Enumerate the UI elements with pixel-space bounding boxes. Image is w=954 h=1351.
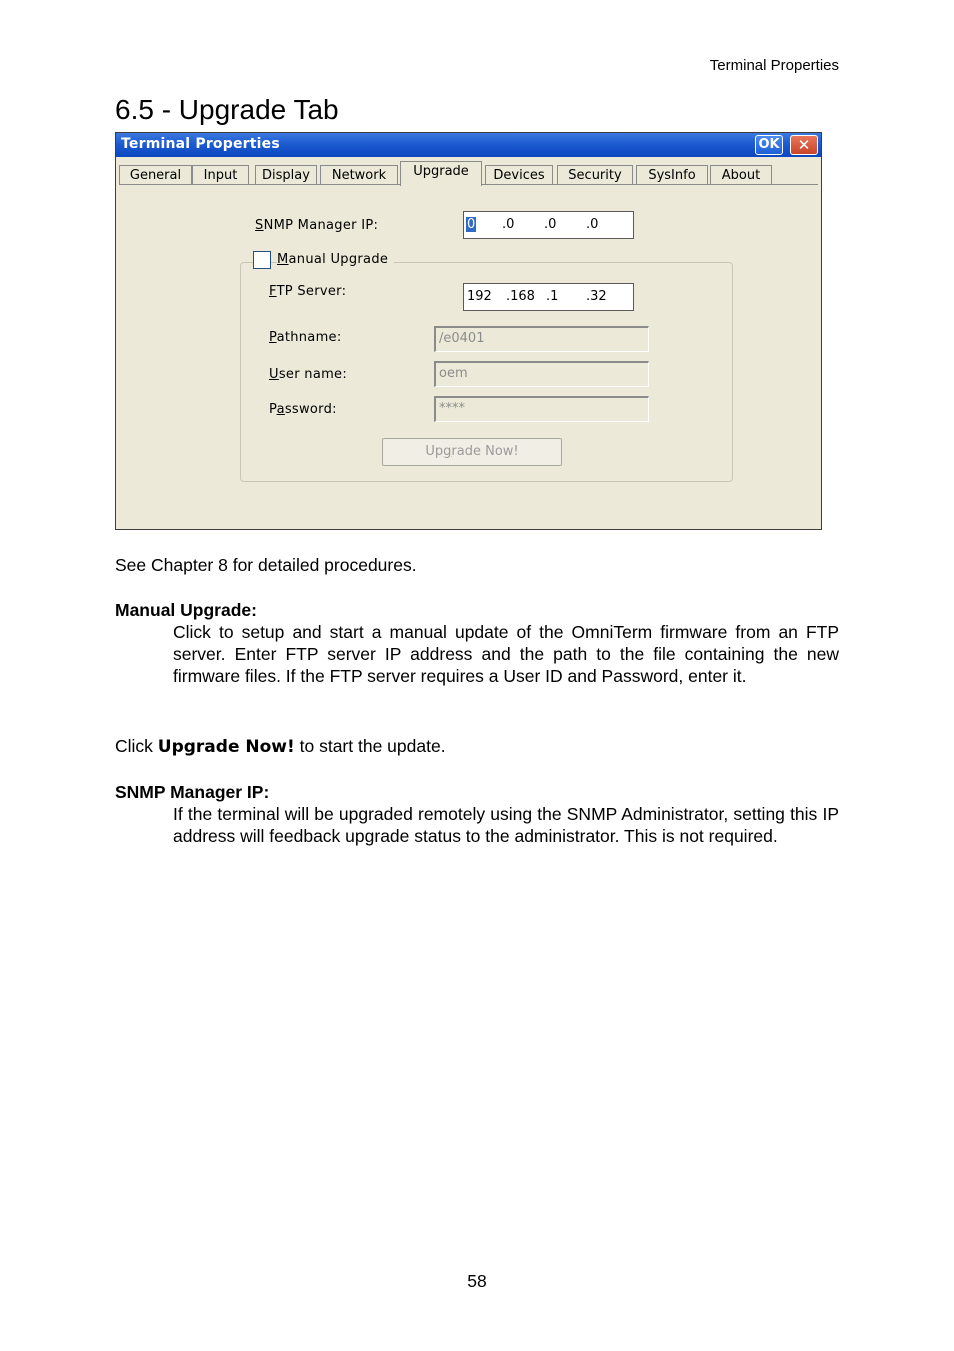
ip-octet[interactable]: .1 [546,289,559,304]
page-number: 58 [467,1271,487,1291]
tab-network[interactable]: Network [320,165,398,185]
tab-input[interactable]: Input [192,165,249,185]
password-field[interactable]: **** [434,396,649,422]
section-title: 6.5 - Upgrade Tab [115,94,339,125]
ip-octet[interactable]: 192 [467,289,492,304]
snmp-heading: SNMP Manager IP: [115,782,270,802]
tab-display[interactable]: Display [255,165,317,185]
ip-octet[interactable]: 0 [467,217,476,232]
ftp-server-input[interactable] [463,283,634,311]
running-header: Terminal Properties [709,57,839,74]
tab-about[interactable]: About [710,165,772,185]
user-name-label: User name: [269,367,348,382]
close-button[interactable] [790,135,818,155]
pathname-field[interactable]: /e0401 [434,326,649,352]
intro-text: See Chapter 8 for detailed procedures. [115,555,417,575]
ftp-server-label: FTP Server: [269,284,347,299]
tab-sysinfo[interactable]: SysInfo [636,165,708,185]
ok-button[interactable]: OK [755,135,783,155]
close-icon: ✕ [797,136,811,154]
terminal-properties-dialog [115,132,822,530]
ip-octet[interactable]: .0 [586,217,599,232]
ip-octet[interactable]: .0 [544,217,557,232]
tab-upgrade[interactable]: Upgrade [400,161,482,186]
snmp-manager-ip-label: SNMP Manager IP: [255,218,379,233]
tab-devices[interactable]: Devices [485,165,553,185]
upgrade-now-button[interactable]: Upgrade Now! [382,438,562,466]
ip-octet[interactable]: .32 [586,289,607,304]
tab-general[interactable]: General [119,165,192,185]
manual-upgrade-checkbox[interactable] [253,251,271,269]
tab-security[interactable]: Security [557,165,633,185]
manual-upgrade-label[interactable]: Manual Upgrade [277,252,394,267]
user-name-field[interactable]: oem [434,361,649,387]
manual-upgrade-text: Click to setup and start a manual update of the OmniTerm firmware from an FTP server. Enter FTP server IP address and the path to the file containing the new firmware files. If the FTP server requires a User ID and Password, enter it. [173,622,839,686]
dialog-titlebar [116,133,821,157]
snmp-manager-ip-input[interactable] [463,211,634,239]
pathname-label: Pathname: [269,330,342,345]
dialog-title: Terminal Properties [121,136,280,152]
ip-octet[interactable]: .168 [506,289,535,304]
manual-upgrade-heading: Manual Upgrade: [115,600,257,620]
ip-octet[interactable]: .0 [502,217,515,232]
snmp-text: If the terminal will be upgraded remotely using the SNMP Administrator, setting this IP address will feedback upgrade status to the administrator. This is not required. [173,804,839,846]
password-label: Password: [269,402,337,417]
click-instruction: Click Upgrade Now! to start the update. [115,736,446,757]
